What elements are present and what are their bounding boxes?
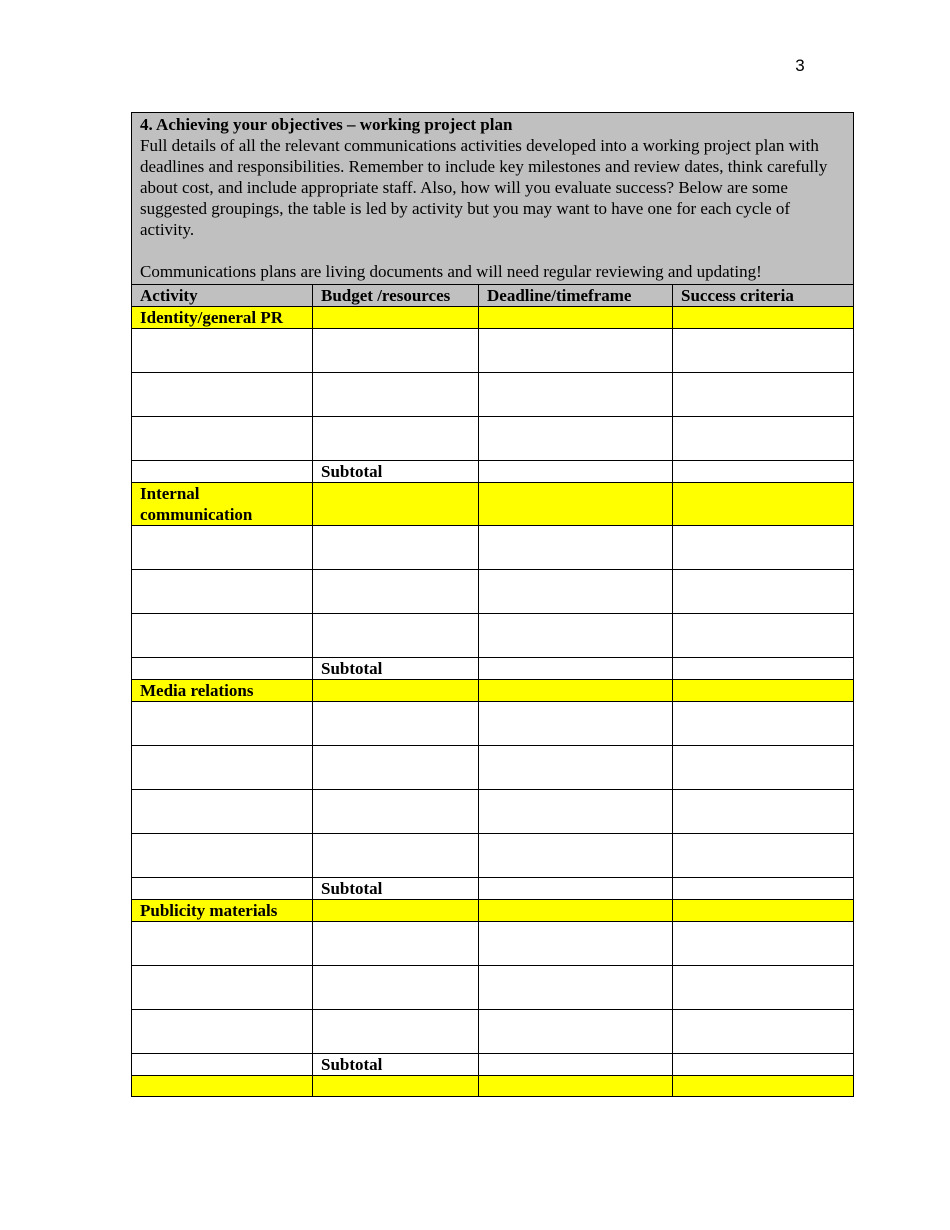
- section-budget-cell[interactable]: [313, 483, 479, 526]
- section-success-cell[interactable]: [673, 680, 854, 702]
- intro-spacer: [140, 240, 845, 261]
- subtotal-row: [132, 461, 854, 483]
- subtotal-row: [132, 878, 854, 900]
- section-deadline-cell[interactable]: [479, 680, 673, 702]
- budget-cell[interactable]: [313, 790, 479, 834]
- budget-cell[interactable]: [313, 702, 479, 746]
- header-activity: Activity: [132, 285, 313, 307]
- section-deadline-cell[interactable]: [479, 483, 673, 526]
- success-cell[interactable]: [673, 614, 854, 658]
- budget-cell[interactable]: [313, 570, 479, 614]
- success-cell[interactable]: [673, 966, 854, 1010]
- deadline-cell[interactable]: [479, 614, 673, 658]
- success-cell[interactable]: [673, 526, 854, 570]
- activity-cell[interactable]: [132, 746, 313, 790]
- entry-row: [132, 1010, 854, 1054]
- budget-cell[interactable]: [313, 329, 479, 373]
- deadline-cell[interactable]: [479, 373, 673, 417]
- section-budget-cell[interactable]: [313, 900, 479, 922]
- entry-row: [132, 790, 854, 834]
- success-cell[interactable]: [673, 461, 854, 483]
- activity-cell[interactable]: [132, 790, 313, 834]
- section-row: [132, 680, 854, 702]
- deadline-cell[interactable]: [479, 461, 673, 483]
- intro-cell: [132, 113, 854, 285]
- section-deadline-cell[interactable]: [479, 307, 673, 329]
- budget-cell[interactable]: [313, 746, 479, 790]
- success-cell[interactable]: [673, 570, 854, 614]
- deadline-cell[interactable]: [479, 702, 673, 746]
- project-plan-table: [131, 112, 854, 1097]
- entry-row: [132, 834, 854, 878]
- section-row: [132, 900, 854, 922]
- deadline-cell[interactable]: [479, 1010, 673, 1054]
- budget-cell[interactable]: [313, 922, 479, 966]
- deadline-cell[interactable]: [479, 922, 673, 966]
- success-cell[interactable]: [673, 373, 854, 417]
- section-title: Internal communication: [132, 483, 313, 526]
- activity-cell[interactable]: [132, 417, 313, 461]
- subtotal-row: [132, 658, 854, 680]
- success-cell[interactable]: [673, 417, 854, 461]
- activity-cell[interactable]: [132, 570, 313, 614]
- page-number: 3: [795, 56, 805, 75]
- subtotal-label: Subtotal: [313, 878, 479, 900]
- header-deadline: Deadline/timeframe: [479, 285, 673, 307]
- section-row: [132, 307, 854, 329]
- section-success-cell[interactable]: [673, 900, 854, 922]
- deadline-cell[interactable]: [479, 658, 673, 680]
- entry-row: [132, 329, 854, 373]
- deadline-cell[interactable]: [479, 746, 673, 790]
- entry-row: [132, 702, 854, 746]
- activity-cell[interactable]: [132, 1010, 313, 1054]
- success-cell[interactable]: [673, 834, 854, 878]
- activity-cell[interactable]: [132, 922, 313, 966]
- subtotal-row: [132, 1054, 854, 1076]
- entry-row: [132, 966, 854, 1010]
- entry-row: [132, 570, 854, 614]
- section-title: Media relations: [132, 680, 313, 702]
- entry-row: [132, 746, 854, 790]
- deadline-cell[interactable]: [479, 329, 673, 373]
- section-row: [132, 483, 854, 526]
- activity-cell[interactable]: [132, 702, 313, 746]
- success-cell[interactable]: [673, 1054, 854, 1076]
- deadline-cell[interactable]: [479, 966, 673, 1010]
- activity-cell[interactable]: [132, 329, 313, 373]
- budget-cell[interactable]: [313, 1010, 479, 1054]
- entry-row: [132, 614, 854, 658]
- budget-cell[interactable]: [313, 526, 479, 570]
- deadline-cell[interactable]: [479, 790, 673, 834]
- deadline-cell[interactable]: [479, 1054, 673, 1076]
- entry-row: [132, 373, 854, 417]
- deadline-cell[interactable]: [479, 878, 673, 900]
- entry-row: [132, 922, 854, 966]
- header-row: [132, 285, 854, 307]
- activity-cell[interactable]: [132, 834, 313, 878]
- activity-cell[interactable]: [132, 966, 313, 1010]
- budget-cell[interactable]: [313, 966, 479, 1010]
- subtotal-label: Subtotal: [313, 1054, 479, 1076]
- success-cell[interactable]: [673, 790, 854, 834]
- success-cell[interactable]: [673, 329, 854, 373]
- success-cell[interactable]: [673, 658, 854, 680]
- intro-body: Full details of all the relevant communications activities developed into a working project plan with deadlines and responsibilities. Remember to include key milestones and review dates, think carefully about cost, and include appropriate staff. Also, how will you evaluate success? Below are some suggested groupings, the table is led by activity but you may want to have one for each cycle of activity.: [140, 136, 828, 239]
- activity-cell[interactable]: [132, 373, 313, 417]
- intro-title: 4. Achieving your objectives – working project plan: [140, 115, 513, 134]
- section-budget-cell[interactable]: [313, 680, 479, 702]
- section-budget-cell[interactable]: [313, 307, 479, 329]
- header-budget: Budget /resources: [313, 285, 479, 307]
- activity-cell[interactable]: [132, 878, 313, 900]
- deadline-cell[interactable]: [479, 570, 673, 614]
- activity-cell[interactable]: [132, 658, 313, 680]
- entry-row: [132, 526, 854, 570]
- success-cell[interactable]: [673, 1076, 854, 1097]
- deadline-cell[interactable]: [479, 526, 673, 570]
- intro-row: [132, 113, 854, 285]
- subtotal-label: Subtotal: [313, 461, 479, 483]
- final-section-row: [132, 1076, 854, 1097]
- budget-cell[interactable]: [313, 1076, 479, 1097]
- section-success-cell[interactable]: [673, 307, 854, 329]
- section-title: Publicity materials: [132, 900, 313, 922]
- deadline-cell[interactable]: [479, 1076, 673, 1097]
- deadline-cell[interactable]: [479, 834, 673, 878]
- success-cell[interactable]: [673, 878, 854, 900]
- success-cell[interactable]: [673, 702, 854, 746]
- header-success: Success criteria: [673, 285, 854, 307]
- subtotal-label: Subtotal: [313, 658, 479, 680]
- budget-cell[interactable]: [313, 834, 479, 878]
- success-cell[interactable]: [673, 1010, 854, 1054]
- activity-cell[interactable]: [132, 1054, 313, 1076]
- success-cell[interactable]: [673, 746, 854, 790]
- section-success-cell[interactable]: [673, 483, 854, 526]
- success-cell[interactable]: [673, 922, 854, 966]
- activity-cell[interactable]: [132, 461, 313, 483]
- entry-row: [132, 417, 854, 461]
- activity-cell[interactable]: [132, 526, 313, 570]
- budget-cell[interactable]: [313, 373, 479, 417]
- activity-cell[interactable]: [132, 614, 313, 658]
- budget-cell[interactable]: [313, 614, 479, 658]
- section-title: Identity/general PR: [132, 307, 313, 329]
- intro-note: Communications plans are living documents and will need regular reviewing and updating!: [140, 262, 762, 281]
- activity-cell[interactable]: [132, 1076, 313, 1097]
- section-deadline-cell[interactable]: [479, 900, 673, 922]
- deadline-cell[interactable]: [479, 417, 673, 461]
- budget-cell[interactable]: [313, 417, 479, 461]
